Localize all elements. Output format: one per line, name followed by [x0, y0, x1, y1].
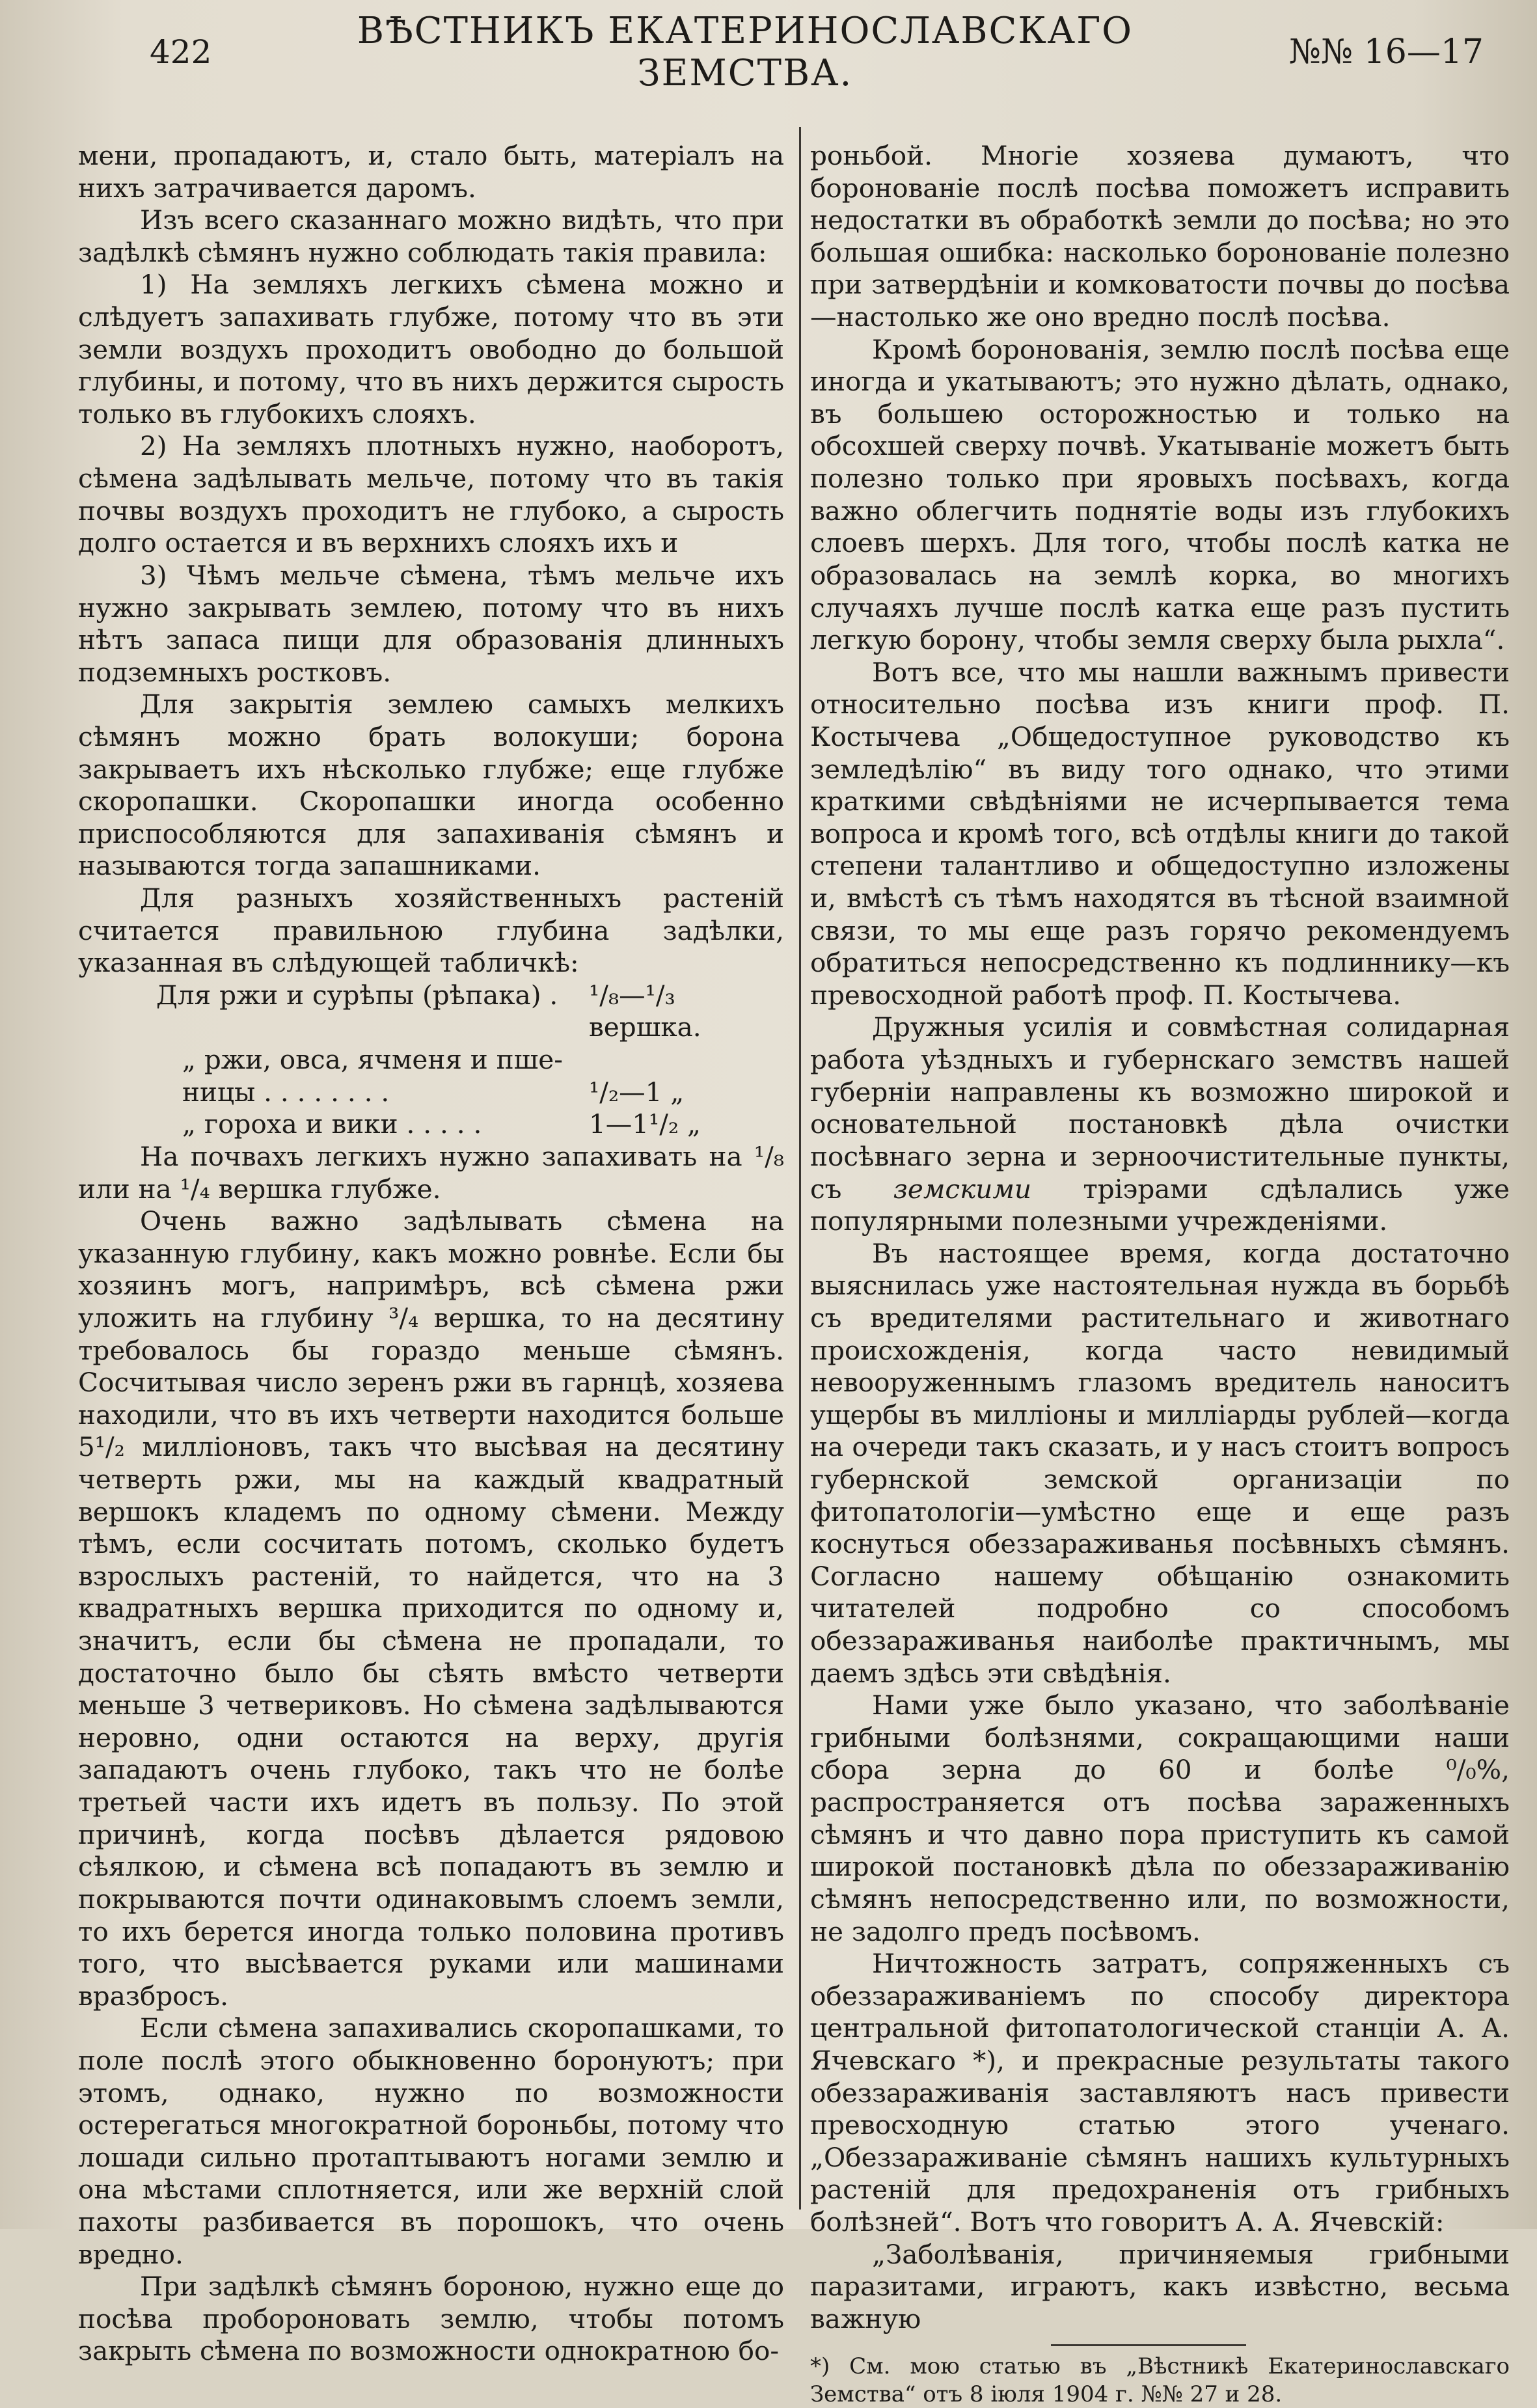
table-label: ницы . . . . . . . . [182, 1076, 390, 1108]
quote-start: „Заболѣванія, причиняемыя грибными паразитами, играютъ, какъ извѣстно, весьма важную [810, 2238, 1510, 2334]
paragraph: Въ настоящее время, когда достаточно выяснилась уже настоятельная нужда въ борьбѣ съ вредителями растительнаго и животнаго происхожденія, когда часто невидимый невооруженнымъ глазомъ вредитель наноситъ ущербы въ милліоны и милліарды рублей—когда на очереди такъ сказать, и у насъ стоитъ вопросъ губернской земской организаціи по фитопатологіи—умѣстно еще и еще разъ коснуться обеззараживанья посѣвныхъ сѣмянъ. Согласно нашему обѣщанію ознакомить читателей подробно со способомъ обеззараживанья наиболѣе практичнымъ, мы даемъ здѣсь эти свѣдѣнія. [810, 1237, 1510, 1689]
table-value: 1—1¹/₂ „ [589, 1108, 701, 1140]
rule-1: 1) На земляхъ легкихъ сѣмена можно и слѣдуетъ запахивать глубже, потому что въ эти земли воздухъ проходитъ овободно до большой глубины, и потому, что въ нихъ держится сырость только въ глубокихъ слояхъ. [78, 269, 784, 430]
table-row [78, 979, 784, 1044]
paragraph: Для закрытія землею самыхъ мелкихъ сѣмянъ можно брать волокуши; борона закрываетъ ихъ нѣсколько глубже; еще глубже скоропашки. Скоропашки иногда особенно приспособляются для запахиванія сѣмянъ и называются тогда запашниками. [78, 689, 784, 882]
footnote-divider [1051, 2344, 1246, 2346]
paragraph: Для разныхъ хозяйственныхъ растеній считается правильною глубина задѣлки, указанная въ слѣдующей табличкѣ: [78, 882, 784, 979]
paragraph [810, 1011, 1510, 1237]
table-row [78, 1076, 784, 1109]
paragraph: Вотъ все, что мы нашли важнымъ привести относительно посѣва изъ книги проф. П. Костычева „Общедоступное руководство къ земледѣлію“ въ виду того однако, что этими краткими свѣдѣніями не исчерпывается тема вопроса и кромѣ того, всѣ отдѣлы книги до такой степени талантливо и общедоступно изложены и, вмѣстѣ съ тѣмъ находятся въ тѣсной взаимной связи, то мы еще разъ горячо рекомендуемъ обратиться непосредственно къ подлиннику—къ превосходной работѣ проф. П. Костычева. [810, 656, 1510, 1011]
page-number: 422 [150, 33, 212, 71]
paragraph: Ничтожность затратъ, сопряженныхъ съ обеззараживаніемъ по способу директора центральной фитопатологической станціи А. А. Ячевскаго *), и прекрасные результаты такого обеззараживанія заставляютъ насъ привести превосходную статью этого ученаго. „Обеззараживаніе сѣмянъ нашихъ культурныхъ растеній для предохраненія отъ грибныхъ болѣзней“. Вотъ что говоритъ А. А. Ячевскій: [810, 1948, 1510, 2237]
table-label: „ гороха и вики . . . . . [182, 1108, 482, 1140]
table-row [78, 1108, 784, 1141]
paragraph: Кромѣ боронованія, землю послѣ посѣва еще иногда и укатываютъ; это нужно дѣлать, однако, въ большею осторожностью и только на обсохшей сверху почвѣ. Укатываніе можетъ быть полезно только при яровыхъ посѣвахъ, когда важно облегчить поднятіе воды изъ глубокихъ слоевъ шерхъ. Для того, чтобы послѣ катка не образовалась на землѣ корка, во многихъ случаяхъ лучше послѣ катка еще разъ пустить легкую борону, чтобы земля сверху была рыхла“. [810, 333, 1510, 656]
paragraph: На почвахъ легкихъ нужно запахивать на ¹/₈ или на ¹/₄ вершка глубже. [78, 1140, 784, 1205]
rule-2: 2) На земляхъ плотныхъ нужно, наоборотъ, сѣмена задѣлывать мельче, потому что въ такія почвы воздухъ проходитъ не глубоко, а сырость долго остается и въ верхнихъ слояхъ ихъ и [78, 430, 784, 559]
italic-word: земскими [893, 1173, 1032, 1205]
table-label: Для ржи и сурѣпы (рѣпака) . [156, 979, 558, 1011]
journal-title: ВѢСТНИКЪ ЕКАТЕРИНОСЛАВСКАГО ЗЕМСТВА. [357, 10, 1134, 94]
paragraph: роньбой. Многіе хозяева думаютъ, что боронованіе послѣ посѣва поможетъ исправить недостатки въ обработкѣ земли до посѣва; но это большая ошибка: насколько боронованіе полезно при затвердѣніи и комковатости почвы до посѣва—настолько же оно вредно послѣ посѣва. [810, 140, 1510, 333]
paragraph: Очень важно задѣлывать сѣмена на указанную глубину, какъ можно ровнѣе. Если бы хозяинъ могъ, напримѣръ, всѣ сѣмена ржи уложить на глубину ³/₄ вершка, то на десятину требовалось бы гораздо меньше сѣмянъ. Сосчитывая число зеренъ ржи въ гарнцѣ, хозяева находили, что въ ихъ четверти находится больше 5¹/₂ милліоновъ, такъ что высѣвая на десятину четверть ржи, мы на каждый квадратный вершокъ кладемъ по одному сѣмени. Между тѣмъ, если сосчитать потомъ, сколько будетъ взрослыхъ растеній, то найдется, что на 3 квадратныхъ вершка приходится по одному и, значитъ, если бы сѣмена не пропадали, то достаточно было бы сѣять вмѣсто четверти меньше 3 четвериковъ. Но сѣмена задѣлываются неровно, одни остаются на верху, другія западаютъ очень глубоко, такъ что не болѣе третьей части ихъ идетъ въ пользу. По этой причинѣ, когда посѣвъ дѣлается рядовою сѣялкою, и сѣмена всѣ попадаютъ въ землю и покрываются почти одинаковымъ слоемъ земли, то ихъ берется иногда только половина противъ того, что высѣвается руками или машинами вразбросъ. [78, 1205, 784, 2012]
paragraph: Нами уже было указано, что заболѣваніе грибными болѣзнями, сокращающими наши сбора зерна до 60 и болѣе ⁰/₀%, распространяется отъ посѣва зараженныхъ сѣмянъ и что давно пора приступить къ самой широкой постановкѣ дѣла по обеззараживанію сѣмянъ непосредственно или, по возможности, не задолго предъ посѣвомъ. [810, 1690, 1510, 1947]
depth-table [78, 979, 784, 1141]
rule-3: 3) Чѣмъ мельче сѣмена, тѣмъ мельче ихъ нужно закрывать землею, потому что въ нихъ нѣтъ запаса пищи для образованія длинныхъ подземныхъ ростковъ. [78, 559, 784, 688]
paragraph-text: Дружныя усилія и совмѣстная солидарная работа уѣздныхъ и губернскаго земствъ нашей губерніи направлены къ возможно широкой и основательной постановкѣ дѣла очистки посѣвнаго зерна и зерноочистительные пункты, съ [810, 1011, 1510, 1205]
table-value: ¹/₂—1 „ [589, 1076, 685, 1108]
column-divider [799, 127, 801, 2210]
issue-number: №№ 16—17 [1288, 33, 1484, 72]
paragraph-text: тріэрами сдѣлались уже популярными полезными учрежденіями. [810, 1173, 1510, 1237]
left-column [78, 140, 784, 2368]
table-value: ¹/₈—¹/₃ вершка. [589, 979, 701, 1043]
right-column [810, 140, 1510, 2408]
footnote: *) См. мою статью въ „Вѣстникѣ Екатеринославскаго Земства“ отъ 8 іюля 1904 г. №№ 27 и 28. [810, 2353, 1510, 2407]
paragraph: При задѣлкѣ сѣмянъ бороною, нужно еще до посѣва пробороновать землю, чтобы потомъ закрыть сѣмена по возможности однократною бо- [78, 2271, 784, 2367]
paragraph: Изъ всего сказаннаго можно видѣть, что при задѣлкѣ сѣмянъ нужно соблюдать такія правила: [78, 204, 784, 268]
table-row [78, 1044, 784, 1076]
paragraph: Если сѣмена запахивались скоропашками, то поле послѣ этого обыкновенно боронуютъ; при этомъ, однако, нужно по возможности остерегаться многократной бороньбы, потому что лошади сильно протаптываютъ ногами землю и она мѣстами сплотняется, или же верхній слой пахоты разбивается въ порошокъ, что очень вредно. [78, 2012, 784, 2270]
page-header [150, 10, 1484, 94]
paragraph: мени, пропадаютъ, и, стало быть, матеріалъ на нихъ затрачивается даромъ. [78, 140, 784, 204]
table-label: „ ржи, овса, ячменя и пше- [182, 1044, 563, 1076]
